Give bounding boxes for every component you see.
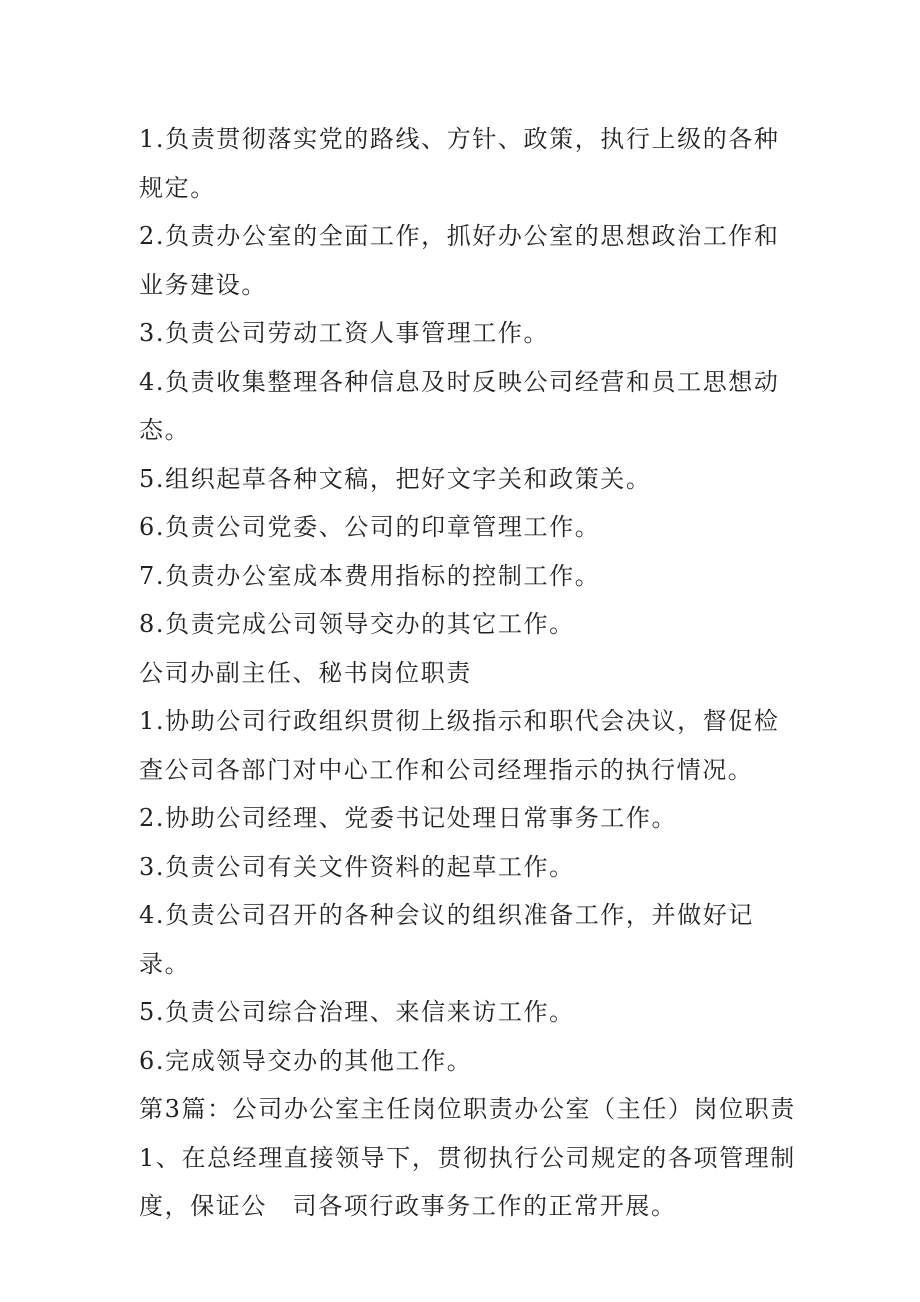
paragraph-1: 1.负责贯彻落实党的路线、方针、政策，执行上级的各种规定。 xyxy=(139,125,780,202)
paragraph-9: 1.协助公司行政组织贯彻上级指示和职代会决议，督促检查公司各部门对中心工作和公司经理指示的执行情况。 xyxy=(139,707,780,784)
paragraph-4: 4.负责收集整理各种信息及时反映公司经营和员工思想动态。 xyxy=(139,367,780,444)
section-heading: 公司办副主任、秘书岗位职责 xyxy=(139,658,472,687)
paragraph-6: 6.负责公司党委、公司的印章管理工作。 xyxy=(139,513,601,541)
paragraph-15: 1、在总经理直接领导下，贯彻执行公司规定的各项管理制度，保证公 司各项行政事务工作的正常开展。 xyxy=(139,1143,796,1220)
paragraph-11: 3.负责公司有关文件资料的起草工作。 xyxy=(139,852,575,881)
paragraph-13: 5.负责公司综合治理、来信来访工作。 xyxy=(139,998,575,1026)
paragraph-7: 7.负责办公室成本费用指标的控制工作。 xyxy=(139,561,601,590)
paragraph-3: 3.负责公司劳动工资人事管理工作。 xyxy=(139,319,550,347)
paragraph-5: 5.组织起草各种文稿，把好文字关和政策关。 xyxy=(139,464,652,493)
paragraph-14: 6.完成领导交办的其他工作。 xyxy=(139,1046,473,1075)
paragraph-8: 8.负责完成公司领导交办的其它工作。 xyxy=(139,610,575,638)
paragraph-2: 2.负责办公室的全面工作，抓好办公室的思想政治工作和业务建设。 xyxy=(139,222,780,299)
paragraph-10: 2.协助公司经理、党委书记处理日常事务工作。 xyxy=(139,804,678,832)
paragraph-12: 4.负责公司召开的各种会议的组织准备工作，并做好记录。 xyxy=(139,901,754,978)
chapter-heading: 第3篇：公司办公室主任岗位职责办公室（主任）岗位职责 xyxy=(139,1095,796,1123)
document-body xyxy=(139,115,799,1231)
